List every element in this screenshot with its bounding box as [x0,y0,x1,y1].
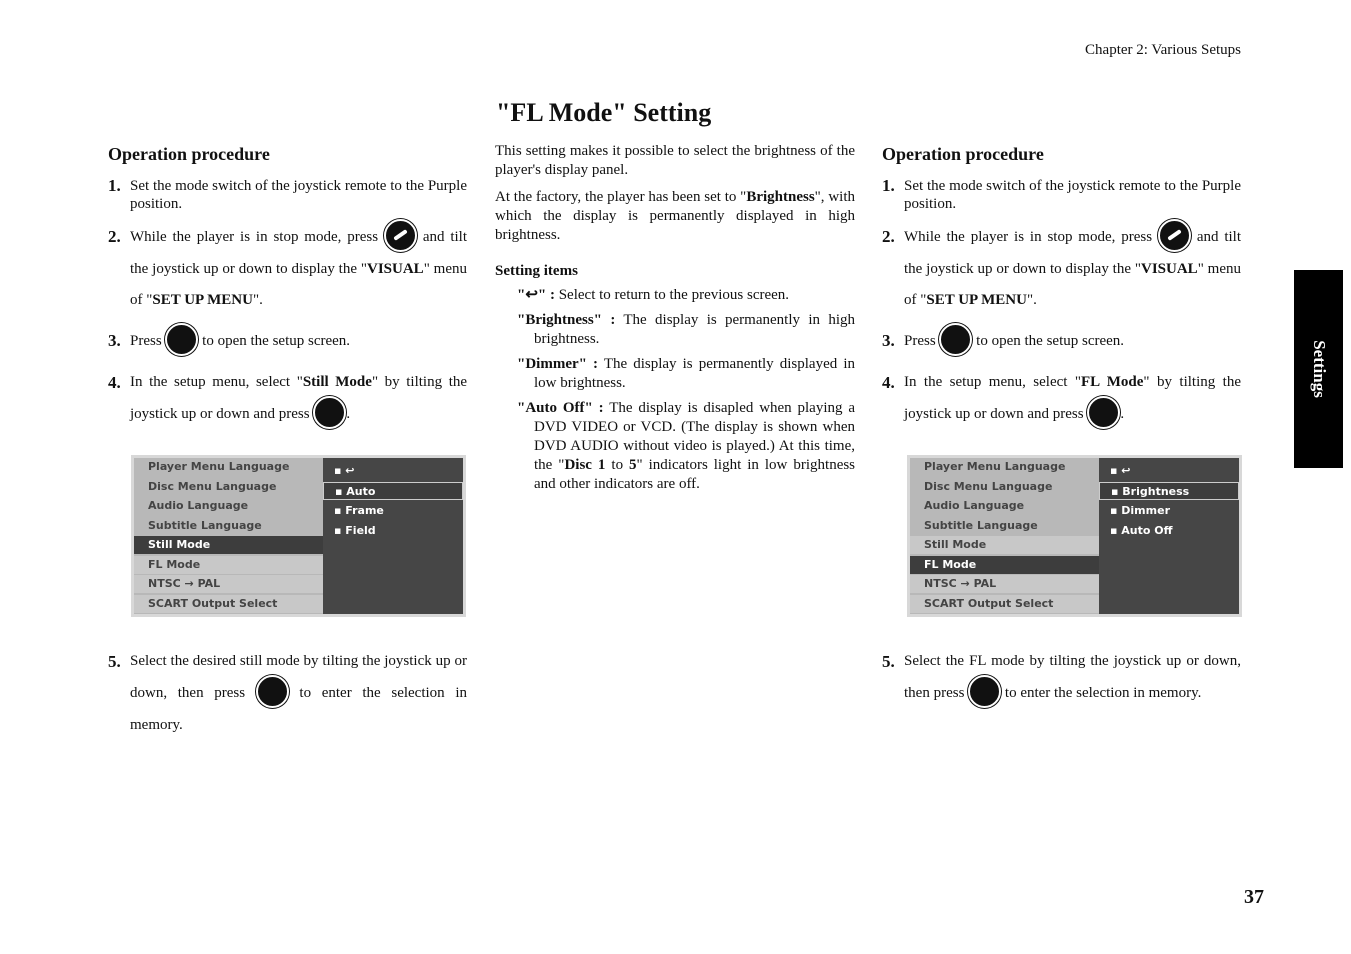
page-number: 37 [1244,886,1264,908]
enter-button-icon [968,675,1001,708]
operation-procedure-heading: Operation procedure [108,144,270,164]
step-text: " menu of " [904,261,1241,308]
step-text: . [346,405,351,422]
left-step-5-wrap [108,646,467,741]
menu-item[interactable]: Audio Language [924,499,1025,512]
step-number: 1. [108,176,121,195]
step-number: 3. [882,331,895,350]
middle-column [495,142,855,500]
step-number: 2. [882,227,895,246]
step-5 [108,646,467,741]
menu-item[interactable]: FL Mode [134,556,323,574]
menu-item[interactable]: Disc Menu Language [924,479,1053,493]
menu-item[interactable]: Still Mode [910,536,1099,554]
item-key: "Auto Off" : [517,400,604,416]
enter-button-icon [1087,396,1120,429]
step-text: to open the setup screen. [202,332,351,349]
operation-procedure-heading: Operation procedure [882,144,1044,164]
menu-item[interactable]: Disc Menu Language [148,479,277,493]
step-4 [108,367,467,431]
step-text: In the setup menu, select " [130,374,303,390]
menu-item[interactable]: NTSC → PAL [134,575,323,593]
step-text: Select the FL mode by tilting the joystick up or down, then press [904,653,1241,701]
keyword: Disc 1 [564,457,606,473]
menu-item[interactable]: SCART Output Select [134,595,323,613]
step-text: to enter the selection in memory. [130,684,468,733]
side-tab-label: Settings [1309,340,1329,398]
left-column [108,144,467,431]
keyword: SET UP MENU [926,292,1027,308]
step-text: " by tilting the joystick up or down and press [130,374,468,422]
paragraph-text: ", with which the display is permanently displayed in high brightness. [495,189,855,243]
keyword: 5 [629,457,637,473]
step-text: While the player is in stop mode, press [130,228,379,245]
setting-item-return [517,286,855,305]
menu-item[interactable]: Still Mode [134,536,323,554]
setup-button-icon [1158,219,1191,252]
right-column [882,144,1241,431]
step-text: and tilt the joystick up or down to display the " [130,228,468,277]
step-number: 5. [882,652,895,671]
step-text: to enter the selection in memory. [1004,684,1202,701]
item-desc: Select to return to the previous screen. [554,287,790,303]
step-2 [108,221,467,316]
keyword: FL Mode [1080,374,1144,390]
setting-item-auto-off [517,399,855,494]
step-text: Press [904,332,936,349]
enter-button-icon [165,323,198,356]
keyword: VISUAL [367,261,424,277]
enter-button-icon [313,396,346,429]
menu-option[interactable]: ▪ Auto Off [1110,524,1173,537]
setting-item-dimmer [517,355,855,393]
menu-option[interactable]: ▪ Field [334,524,376,537]
menu-item[interactable]: SCART Output Select [910,595,1099,613]
step-number: 3. [108,331,121,350]
item-desc: to [605,457,630,473]
setting-items-heading: Setting items [495,263,578,279]
step-1 [108,177,467,213]
menu-option[interactable]: ▪ ↩ [334,464,355,477]
menu-item[interactable]: Player Menu Language [148,460,290,473]
item-desc: " indicators light in low brightness and other indicators are off. [534,457,856,492]
item-desc: The display is permanently in high brightness. [534,312,855,347]
menu-option[interactable]: ▪ Auto [323,482,463,500]
step-number: 4. [108,373,121,392]
item-desc: The display is disapled when playing a DVD VIDEO or VCD. (The display is shown when DVD AUDIO without video is played.) At this time, the " [534,400,856,473]
right-step-5-wrap [882,646,1241,710]
menu-option[interactable]: ▪ Brightness [1099,482,1239,500]
step-text: to open the setup screen. [976,332,1125,349]
menu-item[interactable]: Subtitle Language [148,518,262,532]
keyword: Still Mode [302,374,372,390]
step-text: ". [252,292,263,308]
side-section-tab [1294,270,1343,468]
page-title: "FL Mode" Setting [496,98,712,127]
step-text: Set the mode switch of the joystick remote to the Purple position. [904,178,1241,212]
menu-item[interactable]: FL Mode [910,556,1099,574]
enter-button-icon [256,675,289,708]
step-text: ". [1026,292,1037,308]
step-3 [882,325,1241,358]
menu-option-list [1099,458,1239,614]
enter-button-icon [939,323,972,356]
step-text: Select the desired still mode by tilting the joystick up or down, then press [130,653,467,701]
keyword: Brightness [746,189,815,205]
menu-option[interactable]: ▪ Dimmer [1110,504,1170,517]
setup-menu-screen [907,455,1242,617]
step-2 [882,221,1241,316]
step-4 [882,367,1241,431]
step-3 [108,325,467,358]
menu-item[interactable]: NTSC → PAL [910,575,1099,593]
setup-button-icon [384,219,417,252]
step-5 [882,646,1241,710]
menu-option-list [323,458,463,614]
step-number: 4. [882,373,895,392]
setting-item-brightness [517,311,855,349]
menu-item[interactable]: Subtitle Language [924,518,1038,532]
menu-item[interactable]: Player Menu Language [924,460,1066,473]
item-key: "Brightness" : [517,312,616,328]
item-key: "↩" : [517,287,555,303]
menu-option[interactable]: ▪ ↩ [1110,464,1131,477]
keyword: VISUAL [1141,261,1198,277]
step-text: . [1120,405,1125,422]
keyword: SET UP MENU [152,292,253,308]
step-number: 2. [108,227,121,246]
setup-menu-screen [131,455,466,617]
chapter-header: Chapter 2: Various Setups [1085,42,1241,58]
step-text: Press [130,332,162,349]
menu-item-list [910,458,1099,614]
step-number: 5. [108,652,121,671]
step-text: " menu of " [130,261,467,308]
step-number: 1. [882,176,895,195]
intro-paragraph: This setting makes it possible to select the brightness of the player's display panel. [495,143,855,178]
menu-item-list [134,458,323,614]
item-desc: The display is permanently displayed in low brightness. [534,356,855,391]
step-text: In the setup menu, select " [904,374,1081,390]
item-key: "Dimmer" : [517,356,599,372]
step-1 [882,177,1241,213]
paragraph-text: At the factory, the player has been set to " [495,189,747,205]
step-text: Set the mode switch of the joystick remote to the Purple position. [130,178,467,212]
step-text: While the player is in stop mode, press [904,228,1153,245]
factory-paragraph [495,188,855,245]
menu-item[interactable]: Audio Language [148,499,249,512]
step-text: " by tilting the joystick up or down and press [904,374,1241,422]
menu-option[interactable]: ▪ Frame [334,504,384,517]
step-text: and tilt the joystick up or down to display the " [904,228,1242,277]
